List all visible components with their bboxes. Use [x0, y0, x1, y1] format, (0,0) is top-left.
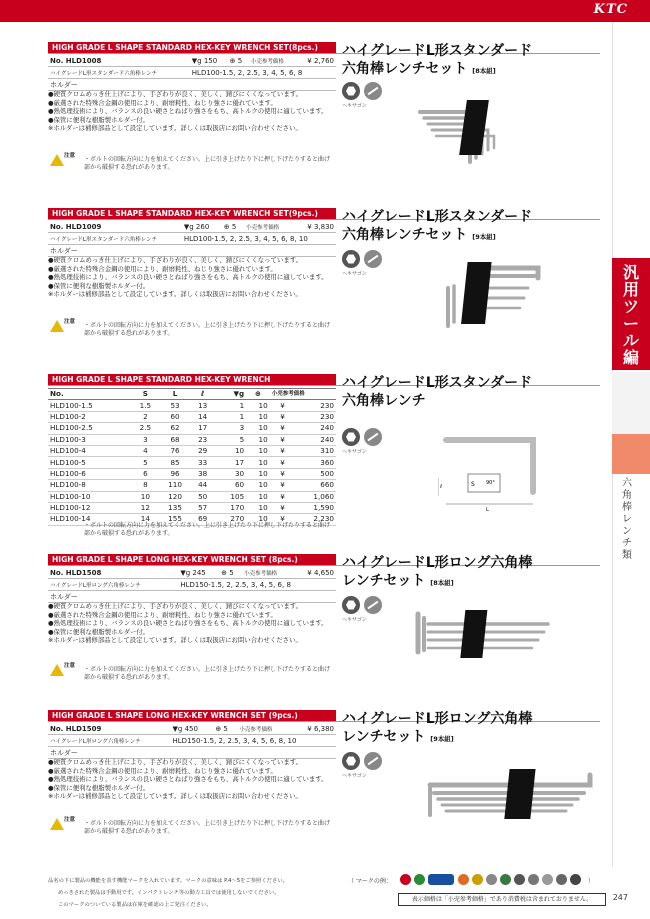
section-jp-title: ハイグレードL形スタンダード 六角棒レンチセット [9本組]	[342, 209, 533, 243]
section-en-title: HIGH GRADE L SHAPE LONG HEX-KEY WRENCH SET (9pcs.)	[48, 710, 336, 722]
spec-table: No. HLD1509 ▼g 450 ⊕ 5 小売参考価格 ¥ 6,380 ハイグレードL形ロング六角棒レンチ HLD150-1.5, 2, 2.5, 3, 4, 5, 6, 8, 10 ホルダー	[50, 724, 334, 757]
mark-icon	[486, 874, 497, 885]
section-en-title: HIGH GRADE L SHAPE STANDARD HEX-KEY WRENCH SET(9pcs.)	[48, 208, 336, 220]
caution-icon	[50, 818, 64, 830]
mark-icon	[542, 874, 553, 885]
svg-text:S: S	[471, 481, 475, 488]
section-jp-title: ハイグレードL形スタンダード 六角棒レンチセット [8本組]	[342, 43, 533, 77]
table-row: HLD100-6 6 96 38 30 10 ¥ 500	[50, 468, 334, 478]
hexagon-icon	[342, 428, 360, 446]
caution-note: 注意 ・ボルトの回転方向に力を加えてください。上に引き上げたり下に押し下げたりすると曲げ部から破損する恐れがあります。	[48, 152, 338, 176]
section-hld1509: HIGH GRADE L SHAPE LONG HEX-KEY WRENCH SET (9pcs.) ハイグレードL形ロング六角棒 レンチセット [9本組] No. HLD1509 ▼g 450 ⊕ 5 小売参考価格 ¥ 6,380 ハイグレードL形ロング六角棒レンチ HLD150-1.5, 2, 2.5, 3, 4, 5, 6, 8, 10 ホルダー ●硬質クロムめっき仕上げにより、手ざわりが良く、美しく、錆びにくくなっています。 ●厳選された特殊合金鋼の使用により、耐磨耗性、ねじり強さに優れています。 ●熱処理技術により、バランスの良い硬さとねばり強さをもち、高トルクの使用に適しています。 ●保管に便利な樹脂製ホルダー付。 ※ホルダーは補修部品として設定しています。詳しくは取扱店にお問い合わせください。 注意 ・ボルトの回転方向に力を加えてください。上に引き上げたり下に押し下げたりすると曲げ部から破損する恐れがあります。 ヘキサゴン	[48, 710, 600, 850]
table-row: HLD100-1.5 1.5 53 13 1 10 ¥ 230	[50, 400, 334, 410]
spec-table: No. HLD1508 ▼g 245 ⊕ 5 小売参考価格 ¥ 4,650 ハイグレードL形ロング六角棒レンチ HLD150-1.5, 2, 2.5, 3, 4, 5, 6, 8 ホルダー	[50, 568, 334, 601]
mark-icon	[428, 874, 454, 885]
section-hld1008: HIGH GRADE L SHAPE STANDARD HEX-KEY WRENCH SET(8pcs.) ハイグレードL形スタンダード 六角棒レンチセット [8本組] No. HLD1008 ▼g 150 ⊕ 5 小売参考価格 ¥ 2,760 ハイグレードL形スタンダード六角棒レンチ HLD100-1.5, 2, 2.5, 3, 4, 5, 6, 8 ホルダー ●硬質クロムめっき仕上げにより、手ざわりが良く、美しく、錆びにくくなっています。 ●厳選された特殊合金鋼の使用により、耐磨耗性、ねじり強さに優れています。 ●熱処理技術により、バランスの良い硬さとねばり強さをもち、高トルクの使用に適しています。 ●保管に便利な樹脂製ホルダー付。 ※ホルダーは補修部品として設定しています。詳しくは取扱店にお問い合わせください。 注意 ・ボルトの回転方向に力を加えてください。上に引き上げたり下に押し下げたりすると曲げ部から破損する恐れがあります。 ヘキサゴン	[48, 42, 600, 182]
table-row: HLD100-2.5 2.5 62 17 3 10 ¥ 240	[50, 423, 334, 433]
tax-notice: 表示価格は「小売参考価格」であり消費税は含まれておりません。	[398, 893, 606, 906]
feature-list: ●硬質クロムめっき仕上げにより、手ざわりが良く、美しく、錆びにくくなっています。 ●厳選された特殊合金鋼の使用により、耐磨耗性、ねじり強さに優れています。 ●熱処理技術により、バランスの良い硬さとねばり強さをもち、高トルクの使用に適しています。 ●保管に便利な樹脂製ホルダー付。 ※ホルダーは補修部品として設定しています。詳しくは取扱店にお問い合わせください。	[48, 90, 328, 133]
size-table	[48, 388, 336, 526]
caution-icon	[50, 320, 64, 332]
mark-icon	[528, 874, 539, 885]
hexagon-icon	[342, 596, 360, 614]
section-en-title: HIGH GRADE L SHAPE STANDARD HEX-KEY WRENCH	[48, 374, 336, 386]
table-row: HLD100-5 5 85 33 17 10 ¥ 360	[50, 457, 334, 467]
section-en-title: HIGH GRADE L SHAPE LONG HEX-KEY WRENCH SET (8pcs.)	[48, 554, 336, 566]
table-row: HLD100-12 12 135 57 170 10 ¥ 1,590	[50, 503, 334, 513]
hex-key-icon	[364, 82, 382, 100]
section-hld100-list: HIGH GRADE L SHAPE STANDARD HEX-KEY WRENCH ハイグレードL形スタンダード 六角棒レンチ No. S L ℓ ▼g ⊕ 小売参考価格 HLD100-1.5 1.5 53 13 1 10 ¥ 230 HLD100-2 2 60 14 1 10 ¥ 230 HLD100-2.5 2.5 62 17 3 10 ¥ 240 HLD100-3 3 68 23 5 10 ¥ 240 HLD100-4 4 76 29 10 10 ¥ 310 HLD100-5 5 85 33 17 10 ¥ 360 HLD100-6 6 96 38 30 10 ¥ 500 HLD100-8 8 110 44 60 10 ¥ 660 HLD100-10 10 120 50 105 10 ¥ 1,060 HLD100-12 12 135 57 170 10 ¥ 1,590 HLD100-14 14 155 69 270 10 ¥ 2,230 ・ボルトの回転方向に力を加えてください。上に引き上げたり下に押し下げたりすると曲げ部から破損する恐れがあります。 ヘキサゴン ℓ S 90° L	[48, 374, 600, 514]
ktc-logo: KTC	[593, 2, 628, 17]
mark-icon	[472, 874, 483, 885]
caution-note: 注意 ・ボルトの回転方向に力を加えてください。上に引き上げたり下に押し下げたりすると曲げ部から破損する恐れがあります。	[48, 816, 338, 840]
section-jp-title: ハイグレードL形ロング六角棒 レンチセット [8本組]	[342, 555, 533, 589]
section-jp-title: ハイグレードL形スタンダード 六角棒レンチ	[342, 375, 533, 409]
section-hld1009: HIGH GRADE L SHAPE STANDARD HEX-KEY WRENCH SET(9pcs.) ハイグレードL形スタンダード 六角棒レンチセット [9本組] No. HLD1009 ▼g 260 ⊕ 5 小売参考価格 ¥ 3,830 ハイグレードL形スタンダード六角棒レンチ HLD100-1.5, 2, 2.5, 3, 4, 5, 6, 8, 10 ホルダー ●硬質クロムめっき仕上げにより、手ざわりが良く、美しく、錆びにくくなっています。 ●厳選された特殊合金鋼の使用により、耐磨耗性、ねじり強さに優れています。 ●熱処理技術により、バランスの良い硬さとねばり強さをもち、高トルクの使用に適しています。 ●保管に便利な樹脂製ホルダー付。 ※ホルダーは補修部品として設定しています。詳しくは取扱店にお問い合わせください。 注意 ・ボルトの回転方向に力を加えてください。上に引き上げたり下に押し下げたりすると曲げ部から破損する恐れがあります。 ヘキサゴン	[48, 208, 600, 348]
table-row: HLD100-4 4 76 29 10 10 ¥ 310	[50, 446, 334, 456]
feature-list: ●硬質クロムめっき仕上げにより、手ざわりが良く、美しく、錆びにくくなっています。 ●厳選された特殊合金鋼の使用により、耐磨耗性、ねじり強さに優れています。 ●熱処理技術により、バランスの良い硬さとねばり強さをもち、高トルクの使用に適しています。 ●保管に便利な樹脂製ホルダー付。 ※ホルダーは補修部品として設定しています。詳しくは取扱店にお問い合わせください。	[48, 758, 328, 801]
table-row: HLD100-3 3 68 23 5 10 ¥ 240	[50, 434, 334, 444]
product-image	[428, 258, 548, 333]
caution-icon	[50, 154, 64, 166]
table-row: HLD100-10 10 120 50 105 10 ¥ 1,060	[50, 491, 334, 501]
table-row: HLD100-14 14 155 69 270 10 ¥ 2,230	[50, 514, 334, 524]
hexagon-icon	[342, 250, 360, 268]
product-image	[420, 765, 600, 825]
section-hld1508: HIGH GRADE L SHAPE LONG HEX-KEY WRENCH SET (8pcs.) ハイグレードL形ロング六角棒 レンチセット [8本組] No. HLD1508 ▼g 245 ⊕ 5 小売参考価格 ¥ 4,650 ハイグレードL形ロング六角棒レンチ HLD150-1.5, 2, 2.5, 3, 4, 5, 6, 8 ホルダー ●硬質クロムめっき仕上げにより、手ざわりが良く、美しく、錆びにくくなっています。 ●厳選された特殊合金鋼の使用により、耐磨耗性、ねじり強さに優れています。 ●熱処理技術により、バランスの良い硬さとねばり強さをもち、高トルクの使用に適しています。 ●保管に便利な樹脂製ホルダー付。 ※ホルダーは補修部品として設定しています。詳しくは取扱店にお問い合わせください。 注意 ・ボルトの回転方向に力を加えてください。上に引き上げたり下に押し下げたりすると曲げ部から破損する恐れがあります。 ヘキサゴン	[48, 554, 600, 694]
caution-icon	[50, 664, 64, 676]
footer-note-1: 品名の下に製品の機能を表す機能マークを入れています。マークの意味は P.4〜5をご参照ください。	[48, 878, 288, 884]
dimension-diagram	[438, 434, 548, 514]
section-marker	[612, 434, 650, 474]
table-header: No. S L ℓ ▼g ⊕ 小売参考価格	[48, 389, 336, 400]
hexagon-icon	[342, 82, 360, 100]
caution-note: 注意 ・ボルトの回転方向に力を加えてください。上に引き上げたり下に押し下げたりすると曲げ部から破損する恐れがあります。	[48, 318, 338, 342]
svg-text:ℓ: ℓ	[440, 484, 443, 490]
footer-note-3: このマークのついている製品は在庫を確認の上ご発注ください。	[58, 902, 212, 908]
product-image	[408, 604, 558, 664]
spec-table: No. HLD1008 ▼g 150 ⊕ 5 小売参考価格 ¥ 2,760 ハイグレードL形スタンダード六角棒レンチ HLD100-1.5, 2, 2.5, 3, 4, 5, 6, 8 ホルダー	[50, 56, 334, 89]
svg-text:L: L	[486, 507, 489, 513]
svg-text:90°: 90°	[486, 480, 495, 486]
mark-icon	[556, 874, 567, 885]
hex-key-icon	[364, 250, 382, 268]
feature-list: ●硬質クロムめっき仕上げにより、手ざわりが良く、美しく、錆びにくくなっています。 ●厳選された特殊合金鋼の使用により、耐磨耗性、ねじり強さに優れています。 ●熱処理技術により、バランスの良い硬さとねばり強さをもち、高トルクの使用に適しています。 ●保管に便利な樹脂製ホルダー付。 ※ホルダーは補修部品として設定しています。詳しくは取扱店にお問い合わせください。	[48, 602, 328, 645]
mark-icon	[514, 874, 525, 885]
page-number: 247	[612, 893, 628, 902]
caution-note: 注意 ・ボルトの回転方向に力を加えてください。上に引き上げたり下に押し下げたりすると曲げ部から破損する恐れがあります。	[48, 662, 338, 686]
footer-note-2: めっきされた製品は手動用です。インパクトレンチ等の動力工具では使用しないでください。	[58, 890, 280, 896]
mark-icon	[458, 874, 469, 885]
hex-key-icon	[364, 428, 382, 446]
category-tab: 汎用ツール編	[612, 258, 650, 370]
mark-icon	[400, 874, 411, 885]
feature-list: ●硬質クロムめっき仕上げにより、手ざわりが良く、美しく、錆びにくくなっています。 ●厳選された特殊合金鋼の使用により、耐磨耗性、ねじり強さに優れています。 ●熱処理技術により、バランスの良い硬さとねばり強さをもち、高トルクの使用に適しています。 ●保管に便利な樹脂製ホルダー付。 ※ホルダーは補修部品として設定しています。詳しくは取扱店にお問い合わせください。	[48, 256, 328, 299]
hex-key-icon	[364, 596, 382, 614]
section-en-title: HIGH GRADE L SHAPE STANDARD HEX-KEY WRENCH SET(8pcs.)	[48, 42, 336, 54]
caution-note: ・ボルトの回転方向に力を加えてください。上に引き上げたり下に押し下げたりすると曲げ部から破損する恐れがあります。	[84, 522, 331, 537]
spec-table: No. HLD1009 ▼g 260 ⊕ 5 小売参考価格 ¥ 3,830 ハイグレードL形スタンダード六角棒レンチ HLD100-1.5, 2, 2.5, 3, 4, 5, 6, 8, 10 ホルダー	[50, 222, 334, 255]
product-image	[410, 92, 510, 167]
mark-icon	[414, 874, 425, 885]
hex-key-icon	[364, 752, 382, 770]
category-label: 六角棒レンチ類	[622, 478, 632, 561]
table-row: HLD100-2 2 60 14 1 10 ¥ 230	[50, 411, 334, 421]
mark-icon	[500, 874, 511, 885]
section-jp-title: ハイグレードL形ロング六角棒 レンチセット [9本組]	[342, 711, 533, 745]
mark-icon	[570, 874, 581, 885]
top-bar	[0, 0, 650, 22]
hexagon-icon	[342, 752, 360, 770]
table-row: HLD100-8 8 110 44 60 10 ¥ 660	[50, 480, 334, 490]
mark-example-label: （ マークの例：	[348, 878, 392, 885]
